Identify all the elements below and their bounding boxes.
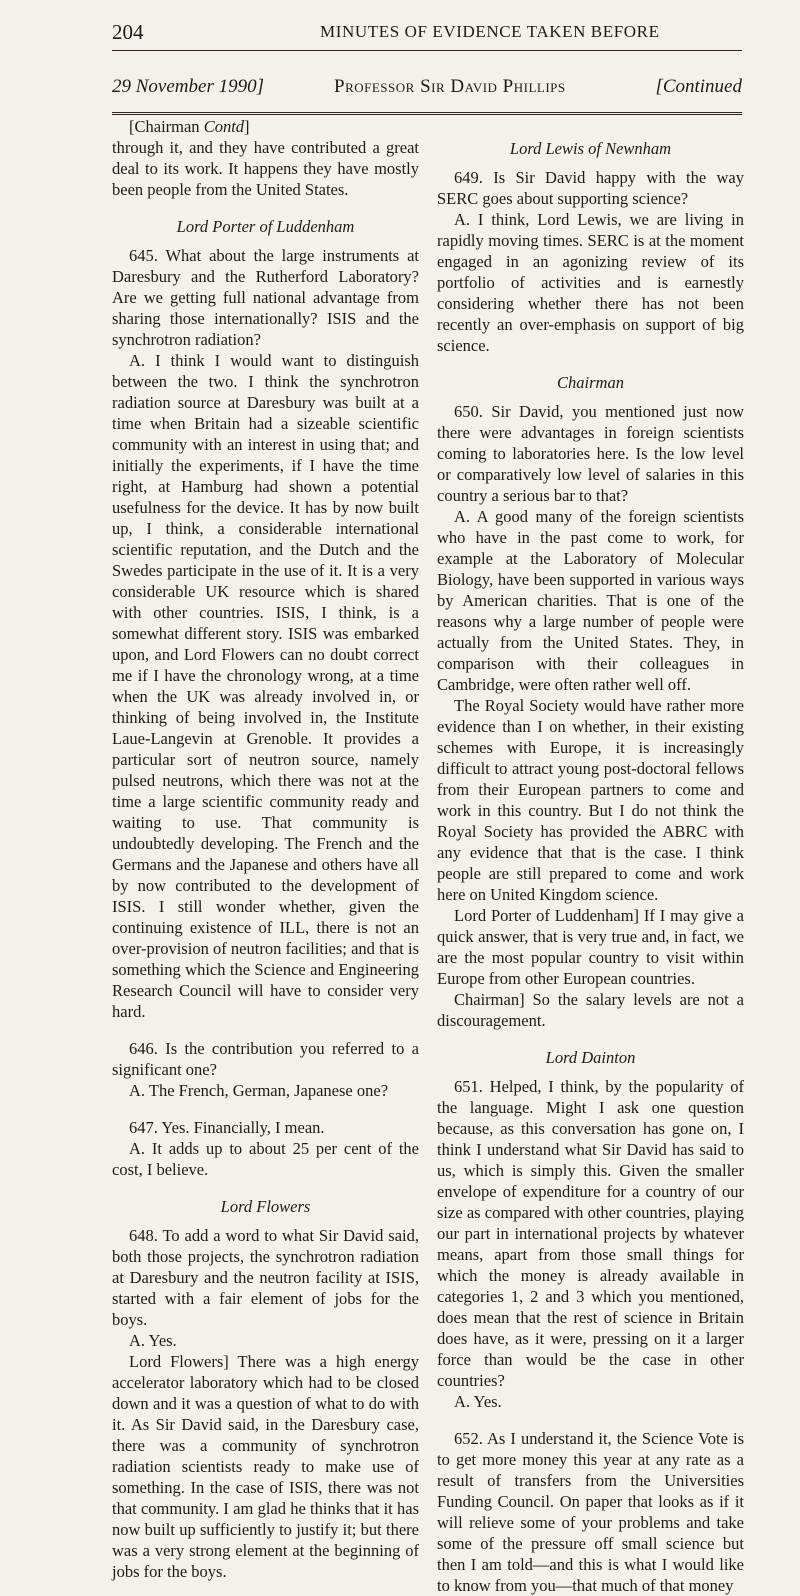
header-top-line — [112, 20, 742, 46]
question-652: 652. As I understand it, the Science Vote is to get more money this year at any rate as a result of transfers from the Universities Funding Council. On paper that looks as if it will relieve some of your problems and take some of the pressure off small science but then I am told—and this is what I would like to know from you—that much of that money — [437, 1429, 744, 1595]
question-646: 646. Is the contribution you referred to a significant one? — [112, 1039, 419, 1079]
header-second-line — [112, 76, 742, 102]
answer: A. I think, Lord Lewis, we are living in rapidly moving times. SERC is at the moment engaged in an agonizing review of its portfolio of activities and is earnestly considering whether there has not been recently an over-emphasis on support of big science. — [437, 210, 744, 355]
question-645: 645. What about the large instruments at Daresbury and the Rutherford Laboratory? Are we getting full national advantage from sharing those internationally? ISIS and the synchrotron radiation? — [112, 246, 419, 349]
paragraph: through it, and they have contributed a great deal to its work. It happens they have mostly been people from the United States. — [112, 138, 419, 199]
question-647: 647. Yes. Financially, I mean. — [129, 1118, 325, 1137]
continued-label: [Continued — [655, 76, 742, 97]
answer: A. I think I would want to distinguish between the two. I think the synchrotron radiation source at Daresbury was built at a time when Britain had a sizeable scientific community with an interest in using that; and initially the experiments, if I have the time right, at Hamburg had shown a potential usefulness for the device. It has by now built up, I think, a considerable international scientific reputation, and the Dutch and the Swedes participate in the use of it. It is a very considerable UK resource which is shared with other countries. ISIS, I think, is a somewhat different story. ISIS was embarked upon, and Lord Flowers can no doubt correct me if I have the chronology wrong, at a time when the UK was already involved in, or thinking of being involved in, the Institute Laue-Langevin at Grenoble. It provides a particular sort of neutron source, namely pulsed neutrons, which there was not at the time a large scientific community ready and waiting to use. That community is undoubtedly developing. The French and the Germans and the Japanese and others have all by now contributed to the development of ISIS. I still wonder whether, given the continuing existence of ILL, there is not an over-provision of neutron facilities; and that is something which the Science and Engineering Research Council will have to consider very hard. — [112, 351, 419, 1021]
question-648: 648. To add a word to what Sir David said, both those projects, the synchrotron radiation at Daresbury and the neutron facility at ISIS, started with a fair element of jobs for the boys. — [112, 1226, 419, 1329]
right-column — [437, 116, 744, 1596]
paragraph: The Royal Society would have rather more evidence than I on whether, in their existing schemes with Europe, it is increasingly difficult to attract young post-doctoral fellows from their European partners to come and work in this country. But I do not think the Royal Society has provided the ABRC with any evidence that that is the case. I think people are still prepared to come and work here on United Kingdom science. — [437, 696, 744, 904]
speaker-heading: Lord Flowers — [220, 1197, 311, 1216]
interjection: Lord Flowers] There was a high energy accelerator laboratory which had to be closed down and it was a question of what to do with it. As Sir David said, in the Daresbury case, there was a community of synchrotron radiation scientists ready to make use of something. In the case of ISIS, there was not that community. I am glad he thinks that it has now built up sufficiently to justify it; but there was a very strong element at the beginning of jobs for the boys. — [112, 1352, 419, 1581]
interjection: Chairman] So the salary levels are not a discouragement. — [437, 990, 744, 1030]
header-double-rule — [112, 112, 742, 115]
running-title: MINUTES OF EVIDENCE TAKEN BEFORE — [320, 22, 660, 41]
left-column — [112, 116, 419, 1582]
speaker-heading: Lord Dainton — [545, 1048, 636, 1067]
answer: A. Yes. — [454, 1392, 502, 1411]
speaker-heading: Lord Lewis of Newnham — [509, 139, 672, 158]
interjection: Lord Porter of Luddenham] If I may give a quick answer, that is very true and, in fact, we are the most popular country to visit within Europe from other European countries. — [437, 906, 744, 988]
question-651: 651. Helped, I think, by the popularity of the language. Might I ask one question because, as this conversation has gone on, I think I understand what Sir David has said to us, which is simply this. Given the smaller envelope of expenditure for a country of our size as compared with other countries, playing our part in international projects by whatever means, apart from those small things for which the money is already available in categories 1, 2 and 3 which you mentioned, does mean that the rest of science in Britain does have, as it were, pressing on it a larger force than would be the case in other countries? — [437, 1077, 744, 1390]
answer: A. Yes. — [129, 1331, 177, 1350]
speaker-heading: Chairman — [557, 373, 624, 392]
continued-speaker: [Chairman Contd] — [129, 117, 250, 136]
witness-name: Professor Sir David Phillips — [334, 76, 566, 97]
question-650: 650. Sir David, you mentioned just now there were advantages in foreign scientists coming to laboratories here. Is the low level or comparatively low level of salaries in this country a serious bar to that? — [437, 402, 744, 505]
session-date: 29 November 1990] — [112, 76, 264, 97]
question-649: 649. Is Sir David happy with the way SERC goes about supporting science? — [437, 168, 744, 208]
page-header — [112, 20, 742, 97]
header-rule — [112, 50, 742, 51]
speaker-heading: Lord Porter of Luddenham — [176, 217, 355, 236]
answer: A. It adds up to about 25 per cent of the cost, I believe. — [112, 1139, 419, 1179]
page-number: 204 — [112, 20, 144, 44]
answer: A. A good many of the foreign scientists who have in the past come to work, for example at the Laboratory of Molecular Biology, have been supported in various ways by American charities. That is one of the reasons why a large number of people were actually from the United States. They, in comparison with their colleagues in Cambridge, were often rather well off. — [437, 507, 744, 694]
answer: A. The French, German, Japanese one? — [129, 1081, 389, 1100]
